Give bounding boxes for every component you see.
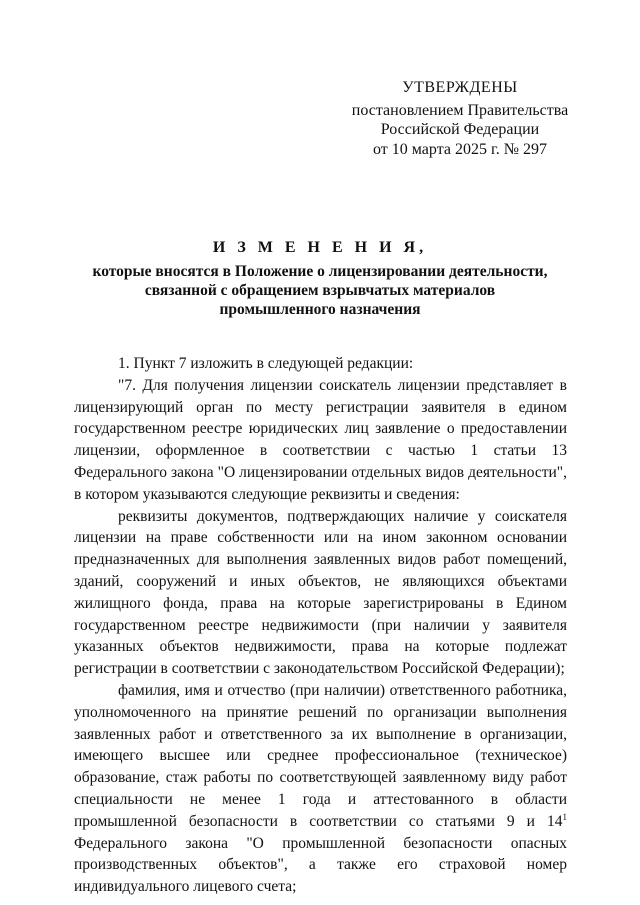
paragraph-3: реквизиты документов, подтверждающих наличие у соискателя лицензии на праве собственности или на ином законном основании предназначенных для выполнения заявленных видов работ помещений, зданий, сооружений и иных объектов, не являющихся объектами жилищного фонда, права на которые зарегистрированы в Едином государственном реестре недвижимости (при наличии у заявителя указанных объектов недвижимости, права на которые подлежат регистрации в соответствии с законодательством Российской Федерации);: [74, 507, 567, 678]
subtitle-line-1: которые вносятся в Положение о лицензировании деятельности,: [92, 263, 548, 280]
subtitle-line-2: связанной с обращением взрывчатых материалов: [144, 282, 496, 299]
article-superscript: 1: [562, 811, 567, 822]
approval-title: УТВЕРЖДЕНЫ: [402, 79, 518, 96]
document-title: И З М Е Н Е Н И Я,: [212, 239, 428, 256]
approval-stamp: [330, 78, 590, 159]
document-subtitle: [60, 262, 580, 319]
approval-line-2: Российской Федерации: [380, 121, 540, 138]
approval-line-1: постановлением Правительства: [351, 101, 569, 119]
paragraph-4-text-a: фамилия, имя и отчество (при наличии) ответственного работника, уполномоченного на принятие решений по организации выполнения заявленных работ и ответственного за их выполнение в организации, имеющего высшее или среднее профессиональное (техническое) образование, стаж работы по соответствующей заявленному виду работ специальности не менее 1 года и аттестованного в области промышленной безопасности в соответствии со статьями 9 и 14: [74, 681, 567, 830]
document-body: [74, 353, 567, 898]
paragraph-4: [74, 680, 567, 898]
paragraph-4-text-b: Федерального закона "О промышленной безопасности опасных производственных объектов", а также его страховой номер индивидуального лицевого счета;: [74, 834, 567, 896]
paragraph-2: "7. Для получения лицензии соискатель лицензии представляет в лицензирующий орган по месту регистрации заявителя в едином государственном реестре юридических лиц заявление о предоставлении лицензии, оформленное в соответствии с частью 1 статьи 13 Федерального закона "О лицензировании отдельных видов деятельности", в котором указываются следующие реквизиты и сведения:: [74, 376, 567, 503]
approval-line-3: от 10 марта 2025 г. № 297: [373, 140, 547, 158]
subtitle-line-3: промышленного назначения: [219, 301, 421, 318]
paragraph-1: 1. Пункт 7 изложить в следующей редакции:: [118, 355, 414, 372]
